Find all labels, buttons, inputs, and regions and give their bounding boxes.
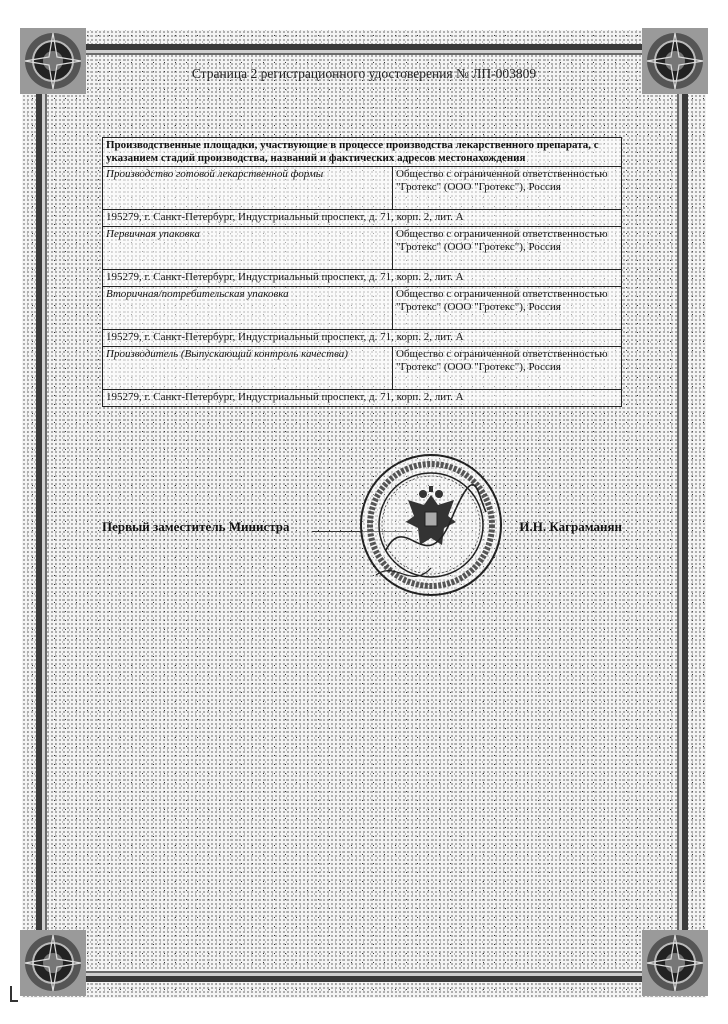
address-row: [103, 210, 622, 227]
stage-cell: Производитель (Выпускающий контроль качества): [103, 347, 393, 390]
table-heading: Производственные площадки, участвующие в процессе производства лекарственного препарата, с указанием стадий производства, названий и фактических адресов местонахождения: [103, 138, 622, 167]
production-sites-table: [102, 137, 622, 407]
address-cell: 195279, г. Санкт-Петербург, Индустриальный проспект, д. 71, корп. 2, лит. А: [103, 330, 622, 347]
table-heading-row: [103, 138, 622, 167]
company-cell: Общество с ограниченной ответственностью "Гротекс" (ООО "Гротекс"), Россия: [393, 227, 622, 270]
company-cell: Общество с ограниченной ответственностью "Гротекс" (ООО "Гротекс"), Россия: [393, 347, 622, 390]
ornament-rosette-icon: [20, 930, 86, 996]
margin-mark: [10, 986, 18, 1002]
address-row: [103, 270, 622, 287]
ornament-rosette-icon: [642, 28, 708, 94]
address-row: [103, 390, 622, 407]
ornament-rosette-icon: [20, 28, 86, 94]
signatory-name: И.Н. Каграманян: [519, 519, 622, 534]
company-cell: Общество с ограниченной ответственностью "Гротекс" (ООО "Гротекс"), Россия: [393, 167, 622, 210]
address-row: [103, 330, 622, 347]
table-row: [103, 287, 622, 330]
table-row: [103, 227, 622, 270]
state-emblem-seal-icon: [356, 450, 506, 600]
address-cell: 195279, г. Санкт-Петербург, Индустриальный проспект, д. 71, корп. 2, лит. А: [103, 210, 622, 227]
table-row: [103, 167, 622, 210]
address-cell: 195279, г. Санкт-Петербург, Индустриальный проспект, д. 71, корп. 2, лит. А: [103, 390, 622, 407]
signatory-title: Первый заместитель Министра: [102, 519, 290, 534]
ornament-rosette-icon: [642, 930, 708, 996]
table-row: [103, 347, 622, 390]
stage-cell: Производство готовой лекарственной формы: [103, 167, 393, 210]
page-title: Страница 2 регистрационного удостоверения № ЛП-003809: [191, 66, 537, 81]
address-cell: 195279, г. Санкт-Петербург, Индустриальный проспект, д. 71, корп. 2, лит. А: [103, 270, 622, 287]
stage-cell: Первичная упаковка: [103, 227, 393, 270]
stage-cell: Вторичная/потребительская упаковка: [103, 287, 393, 330]
company-cell: Общество с ограниченной ответственностью "Гротекс" (ООО "Гротекс"), Россия: [393, 287, 622, 330]
